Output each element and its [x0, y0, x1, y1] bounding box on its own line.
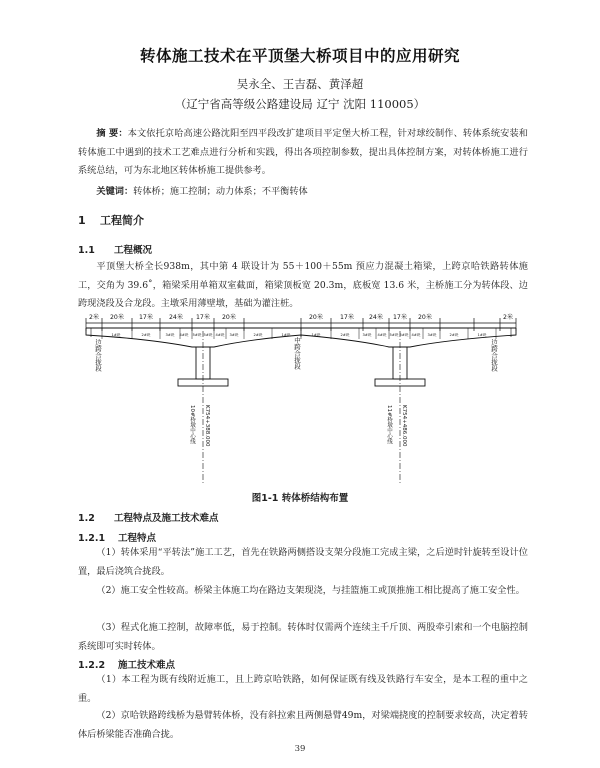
- dimension-label: 17米: [138, 314, 154, 321]
- section-1-2-1-heading: 1.2.1 工程特点: [78, 533, 157, 544]
- segment-label: 5#块: [389, 333, 399, 337]
- segment-label: 5#块: [192, 333, 202, 337]
- dimension-label: 17米: [339, 314, 355, 321]
- segment-label: 3#块: [427, 333, 437, 337]
- section-1-2-heading: 1.2 工程特点及施工技术难点: [78, 513, 219, 524]
- pier-11-label: 11#桥墩中心线: [386, 405, 392, 445]
- segment-label: 1#块: [111, 333, 121, 337]
- page-number: 39: [294, 744, 306, 754]
- segment-label: 5#块: [399, 333, 409, 337]
- segment-label: 3#块: [362, 333, 372, 337]
- paper-title: 转体施工技术在平顶堡大桥项目中的应用研究: [139, 47, 460, 65]
- keywords-label: 关键词：: [96, 186, 134, 197]
- segment-label: 2#块: [141, 333, 151, 337]
- segment-label: 1#块: [281, 333, 291, 337]
- segment-label: 2#块: [340, 333, 350, 337]
- dimension-label: 20米: [417, 314, 433, 321]
- section-1-heading: 1 工程简介: [78, 214, 144, 227]
- feature-item-3: （3）程式化施工控制，故障率低，易于控制。转体时仅需两个连续主千斤顶、两股牵引索和一个电脑控制系统即可实时转体。: [78, 622, 528, 652]
- dimension-label: 2米: [502, 314, 514, 321]
- difficulty-item-2: （2）京哈铁路跨线桥为悬臂转体桥，没有斜拉索且两侧悬臂49m，对梁端挠度的控制要求较高，决定着转体后桥梁能否准确合拢。: [78, 710, 528, 740]
- section-1-2-2-heading: 1.2.2 施工技术难点: [78, 660, 176, 671]
- segment-label: 4#块: [377, 333, 387, 337]
- pier-10: [196, 347, 210, 379]
- segment-label: 4#块: [215, 333, 225, 337]
- dimension-label: 24米: [368, 314, 384, 321]
- affiliation: （辽宁省高等级公路建设局 辽宁 沈阳 110005）: [174, 97, 426, 111]
- abstract: [78, 125, 528, 181]
- segment-label: 4#块: [179, 333, 189, 337]
- section-1-1-body: 平顶堡大桥全长938m，其中第 4 联设计为 55＋100＋55m 预应力混凝土箱梁，上跨京哈铁路转体施工，交角为 39.6˚，箱梁采用单箱双室截面，箱梁顶板宽 20.3m，底板宽 13.6 米，主桥施工分为转体段、边跨现浇段及合龙段。主墩采用薄壁墩，基础为灌注桩。: [78, 261, 528, 310]
- difficulty-item-1: （1）本工程为既有线附近施工，且上跨京哈铁路，如何保证既有线及铁路行车安全，是本工程的重中之重。: [78, 674, 528, 704]
- middle-closure-label: 中跨合拢段: [293, 337, 301, 370]
- keywords: [78, 183, 528, 202]
- pier-10-station: K754+388.000: [204, 405, 210, 447]
- bridge-layout-figure: [76, 309, 526, 489]
- dimension-label: 20米: [308, 314, 324, 321]
- authors: 吴永全、王吉磊、黄泽超: [236, 77, 364, 91]
- pier-11: [393, 347, 407, 379]
- dimension-label: 17米: [392, 314, 408, 321]
- pier-11-station: K754+486.000: [401, 405, 407, 447]
- dimension-label: 20米: [221, 314, 237, 321]
- abstract-text: 本文依托京哈高速公路沈阳至四平段改扩建项目平定堡大桥工程，针对球绞制作、转体系统安装和转体施工中遇到的技术工艺难点进行分析和实践，得出各项控制参数，提出具体控制方案，对转体桥施工进行系统总结，可为东北地区转体桥施工提供参考。: [78, 128, 528, 177]
- segment-label: 5#块: [203, 333, 213, 337]
- dimension-label: 2米: [88, 314, 100, 321]
- dimension-label: 20米: [109, 314, 125, 321]
- feature-item-2: （2）施工安全性较高。桥梁主体施工均在路边支架现浇，与挂篮施工或顶推施工相比提高了施工安全性。: [96, 585, 525, 596]
- segment-label: 4#块: [411, 333, 421, 337]
- pier-10-label: 10#桥墩中心线: [189, 405, 195, 445]
- segment-label: 1#块: [477, 333, 487, 337]
- keywords-text: 转体桥；施工控制；动力体系；不平衡转体: [133, 186, 308, 197]
- section-1-1-heading: 1.1 工程概况: [78, 245, 153, 256]
- segment-label: 1#块: [311, 333, 321, 337]
- segment-label: 2#块: [449, 333, 459, 337]
- left-closure-label: 边跨合拢段: [94, 339, 102, 372]
- dimension-label: 24米: [168, 314, 184, 321]
- segment-label: 2#块: [253, 333, 263, 337]
- dimension-label: 17米: [195, 314, 211, 321]
- figure-caption: 图1-1 转体桥结构布置: [251, 493, 349, 504]
- segment-label: 3#块: [165, 333, 175, 337]
- abstract-label: 摘 要：: [96, 128, 128, 139]
- feature-item-1: （1）转体采用“平转法”施工工艺，首先在铁路两侧搭设支架分段施工完成主梁，之后逆时针旋转至设计位置，最后浇筑合拢段。: [78, 547, 528, 577]
- right-closure-label: 边跨合拢段: [490, 339, 498, 372]
- segment-label: 3#块: [229, 333, 239, 337]
